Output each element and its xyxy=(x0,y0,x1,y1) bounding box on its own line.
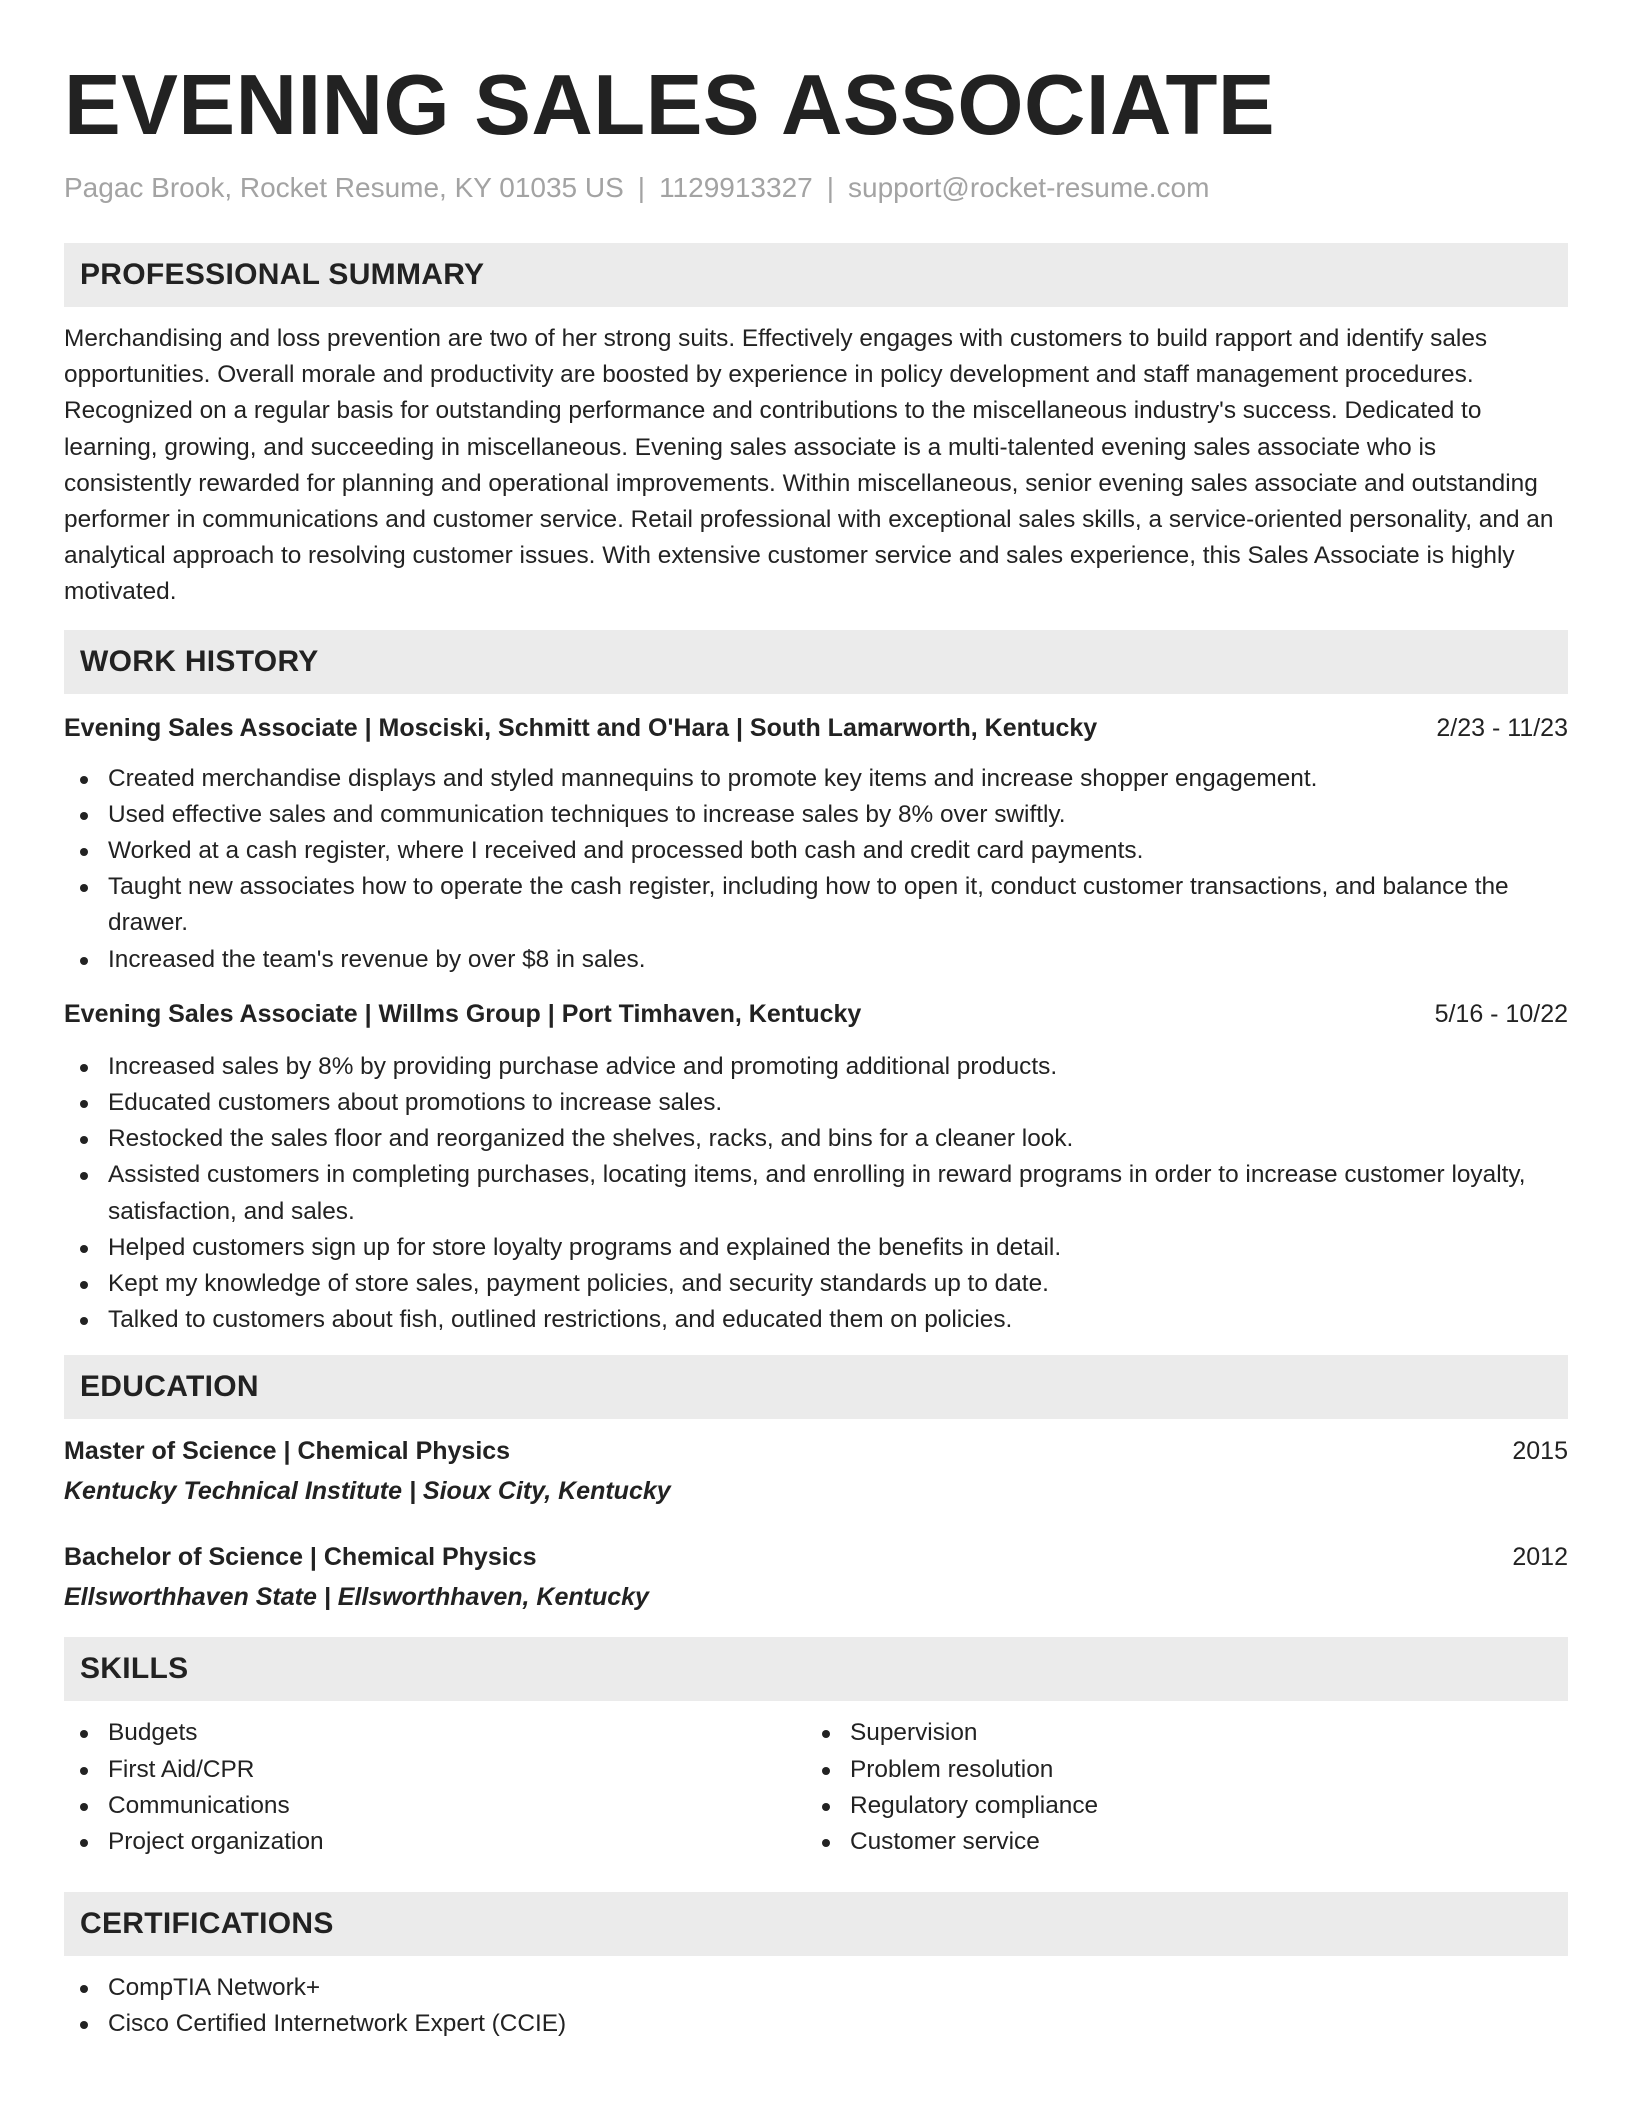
section-heading-summary: PROFESSIONAL SUMMARY xyxy=(64,243,1568,307)
list-item: Assisted customers in completing purchases, locating items, and enrolling in reward programs in order to increase customer loyalty, satisfaction, and sales. xyxy=(64,1157,1568,1229)
school-name: Kentucky Technical Institute | Sioux City, Kentucky xyxy=(64,1477,671,1506)
list-item: First Aid/CPR xyxy=(64,1752,806,1788)
job-dates: 2/23 - 11/23 xyxy=(1436,713,1568,742)
list-item: Kept my knowledge of store sales, payment policies, and security standards up to date. xyxy=(64,1266,1568,1302)
job-bullet-list xyxy=(64,761,1568,978)
resume-page xyxy=(64,0,1568,2043)
degree-title: Master of Science | Chemical Physics xyxy=(64,1437,511,1466)
list-item: Budgets xyxy=(64,1715,806,1751)
section-heading-skills: SKILLS xyxy=(64,1637,1568,1701)
skills-column-left xyxy=(64,1715,806,1860)
contact-separator: | xyxy=(826,172,834,203)
list-item: Increased sales by 8% by providing purchase advice and promoting additional products. xyxy=(64,1049,1568,1085)
contact-phone: 1129913327 xyxy=(659,172,813,203)
job-heading: Evening Sales Associate | Mosciski, Schmitt and O'Hara | South Lamarworth, Kentucky xyxy=(64,713,1098,742)
section-heading-education: EDUCATION xyxy=(64,1355,1568,1419)
work-entry xyxy=(64,710,1568,978)
list-item: Customer service xyxy=(806,1824,1548,1860)
resume-title: EVENING SALES ASSOCIATE xyxy=(64,58,1276,153)
list-item: CompTIA Network+ xyxy=(64,1970,1568,2006)
list-item: Taught new associates how to operate the cash register, including how to open it, conduct customer transactions, and balance the drawer. xyxy=(64,869,1568,941)
list-item: Created merchandise displays and styled mannequins to promote key items and increase shopper engagement. xyxy=(64,761,1568,797)
list-item: Communications xyxy=(64,1788,806,1824)
list-item: Educated customers about promotions to increase sales. xyxy=(64,1085,1568,1121)
list-item: Cisco Certified Internetwork Expert (CCIE) xyxy=(64,2006,1568,2042)
education-entry-header xyxy=(64,1539,1568,1575)
contact-address: Pagac Brook, Rocket Resume, KY 01035 US xyxy=(64,172,624,203)
degree-title: Bachelor of Science | Chemical Physics xyxy=(64,1543,537,1572)
contact-line xyxy=(64,170,1568,206)
section-heading-work-history: WORK HISTORY xyxy=(64,630,1568,694)
list-item: Regulatory compliance xyxy=(806,1788,1548,1824)
list-item: Increased the team's revenue by over $8 in sales. xyxy=(64,942,1568,978)
education-entry-header xyxy=(64,1433,1568,1469)
list-item: Worked at a cash register, where I received and processed both cash and credit card payments. xyxy=(64,833,1568,869)
education-entry xyxy=(64,1433,1568,1509)
work-entry-header xyxy=(64,996,1568,1032)
education-entry xyxy=(64,1539,1568,1615)
degree-year: 2015 xyxy=(1512,1437,1568,1466)
list-item: Used effective sales and communication techniques to increase sales by 8% over swiftly. xyxy=(64,797,1568,833)
job-heading: Evening Sales Associate | Willms Group | Port Timhaven, Kentucky xyxy=(64,999,862,1028)
summary-text: Merchandising and loss prevention are two of her strong suits. Effectively engages with customers to build rapport and identify sales opportunities. Overall morale and productivity are boosted by experience in policy development and staff management procedures. Recognized on a regular basis for outstanding performance and contributions to the miscellaneous industry's success. Dedicated to learning, growing, and succeeding in miscellaneous. Evening sales associate is a multi-talented evening sales associate who is consistently rewarded for planning and operational improvements. Within miscellaneous, senior evening sales associate and outstanding performer in communications and customer service. Retail professional with exceptional sales skills, a service-oriented personality, and an analytical approach to resolving customer issues. With extensive customer service and sales experience, this Sales Associate is highly motivated. xyxy=(64,325,1554,606)
list-item: Problem resolution xyxy=(806,1752,1548,1788)
job-dates: 5/16 - 10/22 xyxy=(1434,999,1568,1028)
skills-column-right xyxy=(806,1715,1548,1860)
certifications-list xyxy=(64,1970,1568,2042)
list-item: Helped customers sign up for store loyalty programs and explained the benefits in detail. xyxy=(64,1230,1568,1266)
degree-year: 2012 xyxy=(1512,1543,1568,1572)
contact-email: support@rocket-resume.com xyxy=(848,172,1210,203)
list-item: Restocked the sales floor and reorganized the shelves, racks, and bins for a cleaner look. xyxy=(64,1121,1568,1157)
skills-list xyxy=(64,1715,1568,1860)
school-name: Ellsworthhaven State | Ellsworthhaven, Kentucky xyxy=(64,1583,649,1612)
section-heading-certifications: CERTIFICATIONS xyxy=(64,1892,1568,1956)
work-entry-header xyxy=(64,710,1568,746)
list-item: Talked to customers about fish, outlined restrictions, and educated them on policies. xyxy=(64,1302,1568,1338)
list-item: Project organization xyxy=(64,1824,806,1860)
contact-separator: | xyxy=(637,172,646,203)
list-item: Supervision xyxy=(806,1715,1548,1751)
work-entry xyxy=(64,996,1568,1339)
job-bullet-list xyxy=(64,1049,1568,1339)
